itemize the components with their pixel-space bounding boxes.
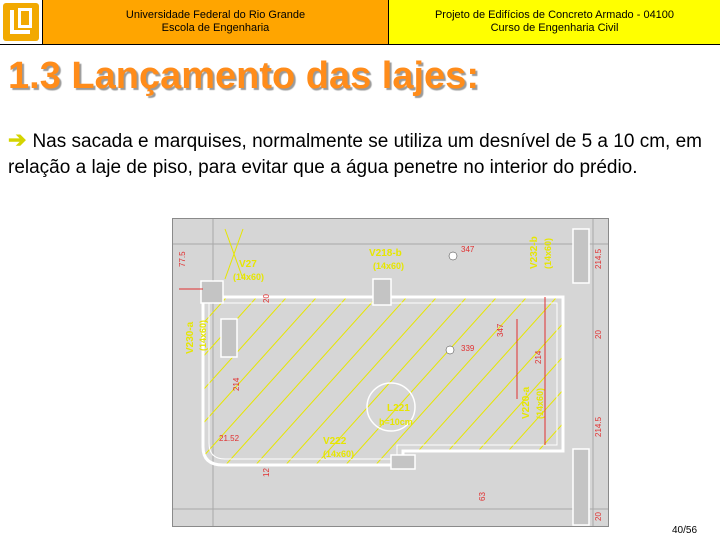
page-number: 40/56: [672, 525, 698, 536]
dim-214-5-bottom: 214.5: [594, 416, 603, 437]
beam-dim-v218: (14x60): [373, 261, 405, 271]
beam-dim-v230: (14x60): [198, 319, 208, 351]
dim-347-top: 347: [461, 245, 475, 254]
bullet-paragraph: [8, 127, 716, 181]
dim-214-left: 214: [232, 377, 241, 391]
floor-plan-drawing: [172, 218, 609, 527]
dim-77-5: 77.5: [178, 251, 187, 267]
dim-339: 339: [461, 344, 475, 353]
slab-thickness: h=10cm: [379, 417, 413, 427]
dim-20-bottom: 20: [594, 512, 603, 521]
dim-20-right: 20: [594, 330, 603, 339]
beam-label-v27: V27: [239, 259, 257, 270]
beam-dim-v220: (14x60): [535, 387, 545, 419]
beam-dim-v232: (14x60): [543, 237, 553, 269]
header-project-name: Projeto de Edifícios de Concreto Armado - 04100: [434, 9, 675, 21]
beam-dim-v27: (14x60): [233, 272, 265, 282]
header-university-name: Universidade Federal do Rio Grande: [125, 9, 306, 21]
beam-dim-v222: (14x60): [323, 449, 355, 459]
beam-label-v220: V220-a: [521, 386, 532, 419]
beam-label-v232: V232-b: [529, 236, 540, 269]
arrow-bullet-icon: ➔: [8, 127, 27, 152]
dim-63: 63: [478, 492, 487, 501]
dim-12: 12: [262, 468, 271, 477]
dim-214-5-top: 214.5: [594, 248, 603, 269]
bullet-text: Nas sacada e marquises, normalmente se utiliza um desnível de 5 a 10 cm, em relação a laje de piso, para evitar que a água penetre no interior do prédio.: [8, 131, 702, 178]
beam-label-v218: V218-b: [369, 248, 402, 259]
header-course: [389, 0, 720, 45]
university-logo: [0, 0, 43, 45]
slab-label-l221: L221: [387, 403, 410, 414]
slide-title: 1.3 Lançamento das lajes:: [8, 55, 479, 97]
dim-214-right: 214: [534, 350, 543, 364]
header-course-name: Curso de Engenharia Civil: [490, 22, 619, 34]
header-school-name: Escola de Engenharia: [161, 22, 270, 34]
slide-header: [0, 0, 720, 45]
beam-label-v222: V222: [323, 436, 347, 447]
beam-label-v230: V230-a: [185, 321, 196, 354]
header-university: [43, 0, 389, 45]
dim-21-52: 21.52: [219, 434, 240, 443]
dim-20-top: 20: [262, 294, 271, 303]
dim-347-right: 347: [496, 323, 505, 337]
